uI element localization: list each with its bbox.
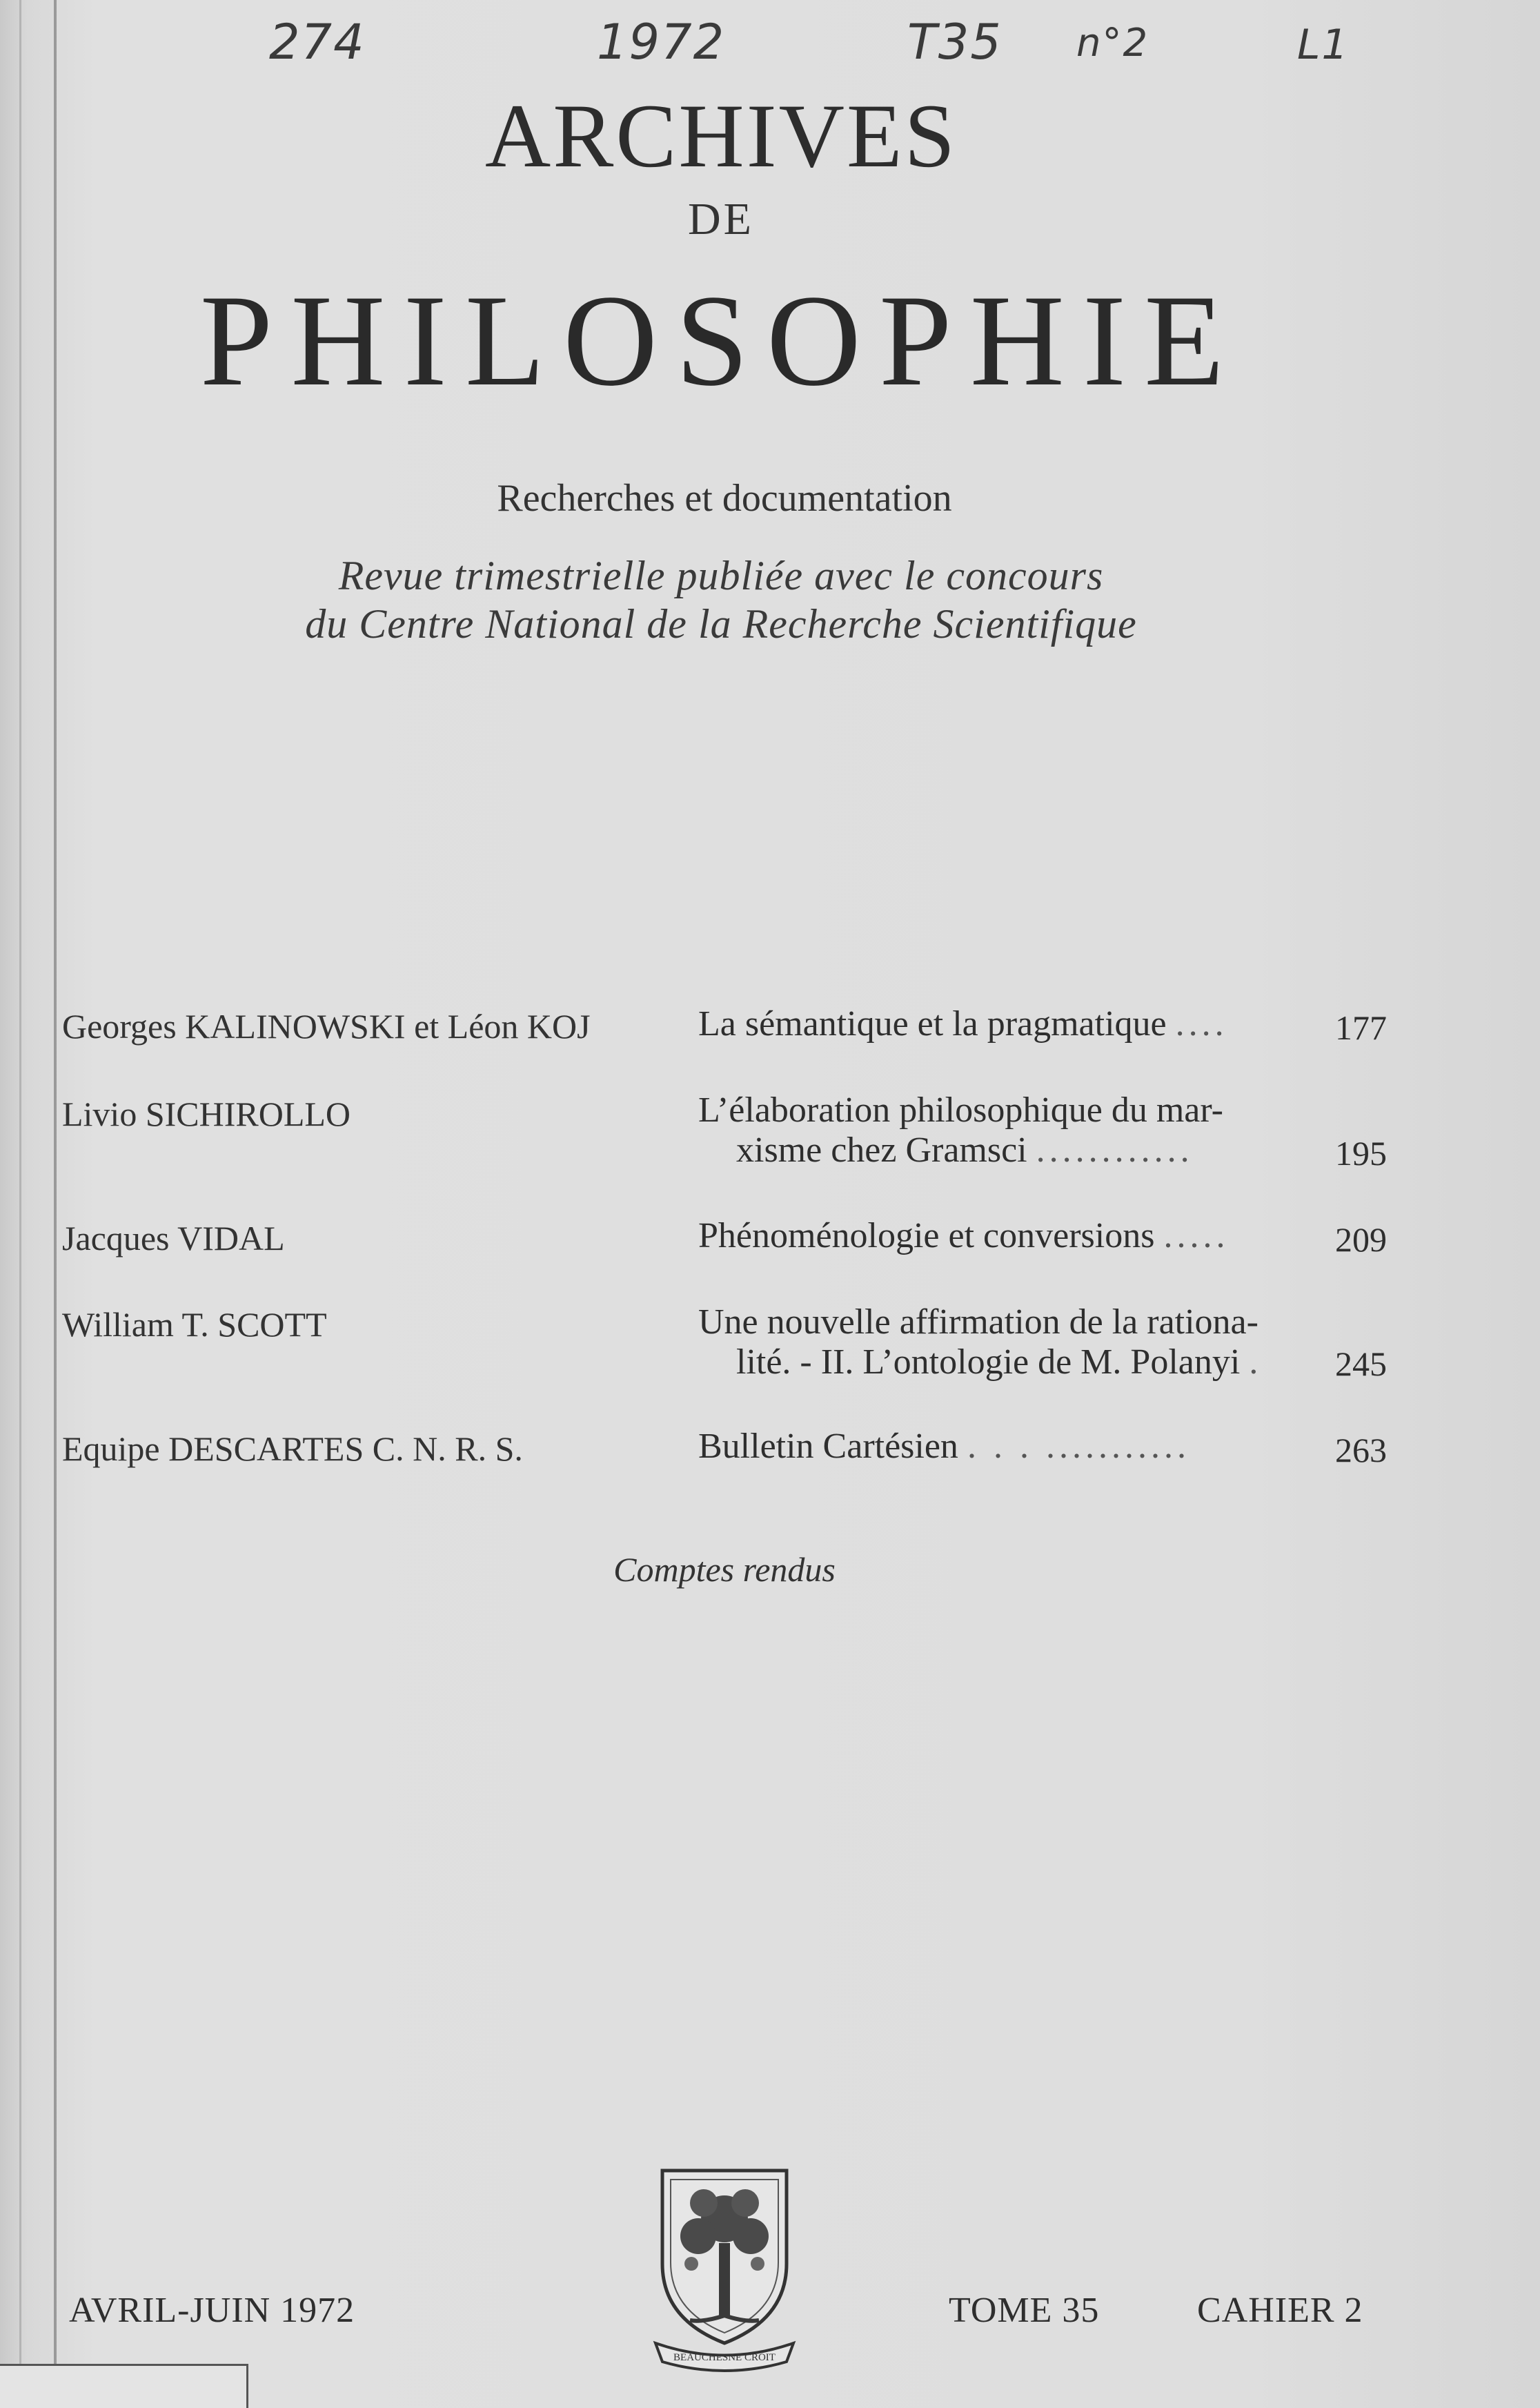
handwritten-note: L1: [1297, 21, 1350, 69]
toc-leader-dots: .....: [1163, 1216, 1230, 1255]
toc-title-line: lité. - II. L’ontologie de M. Polanyi: [736, 1342, 1241, 1382]
library-label: [0, 2364, 248, 2408]
toc-title-line: La sémantique et la pragmatique: [698, 1004, 1167, 1044]
toc-page-number: 263: [1335, 1431, 1387, 1469]
toc-title: [698, 1090, 1292, 1171]
toc-leader-dots: . . . ...........: [967, 1427, 1190, 1466]
issue-cahier: CAHIER 2: [1197, 2291, 1363, 2330]
emblem-motto: BEAUCHESNE CROIT: [673, 2352, 776, 2363]
toc-title: [698, 1004, 1292, 1044]
toc-leader-dots: ............: [1036, 1130, 1194, 1170]
toc-author: Georges KALINOWSKI et Léon KOJ: [62, 1007, 591, 1046]
handwritten-note: n°2: [1076, 21, 1149, 66]
toc-title: [698, 1302, 1292, 1382]
journal-description-line1: Revue trimestrielle publiée avec le concours: [338, 553, 1104, 598]
journal-title-de: DE: [688, 194, 754, 244]
toc-author: William T. SCOTT: [62, 1305, 327, 1344]
toc-author: Jacques VIDAL: [62, 1219, 285, 1257]
toc-page-number: 245: [1335, 1344, 1387, 1383]
toc-title: [698, 1427, 1292, 1467]
handwritten-note: 1972: [597, 14, 726, 70]
toc-page-number: 195: [1335, 1134, 1387, 1173]
toc-author: Livio SICHIROLLO: [62, 1095, 351, 1133]
toc-title-line: xisme chez Gramsci: [736, 1130, 1027, 1170]
journal-title-philosophie: PHILOSOPHIE: [199, 268, 1243, 413]
toc-title-line: Bulletin Cartésien: [698, 1427, 958, 1466]
journal-title-archives: ARCHIVES: [484, 85, 958, 186]
toc-leader-dots: .: [1249, 1342, 1263, 1382]
toc-leader-dots: ....: [1175, 1004, 1228, 1044]
handwritten-note: T35: [907, 14, 1003, 70]
journal-subtitle: Recherches et documentation: [497, 477, 952, 520]
handwritten-note: 274: [269, 14, 366, 70]
toc-title-line: Une nouvelle affirmation de la rationa-: [698, 1302, 1258, 1342]
comptes-rendus-heading: Comptes rendus: [613, 1550, 836, 1589]
toc-title-line: Phénoménologie et conversions: [698, 1216, 1155, 1255]
issue-date: AVRIL-JUIN 1972: [69, 2291, 355, 2330]
issue-tome: TOME 35: [949, 2291, 1100, 2330]
toc-author: Equipe DESCARTES C. N. R. S.: [62, 1429, 523, 1468]
oak-tree-shield-icon: [649, 2160, 800, 2374]
toc-title-line: L’élaboration philosophique du mar-: [698, 1090, 1223, 1130]
toc-title: [698, 1216, 1292, 1256]
journal-description-line2: du Centre National de la Recherche Scientifique: [305, 601, 1137, 647]
toc-page-number: 209: [1335, 1220, 1387, 1259]
toc-page-number: 177: [1335, 1008, 1387, 1047]
